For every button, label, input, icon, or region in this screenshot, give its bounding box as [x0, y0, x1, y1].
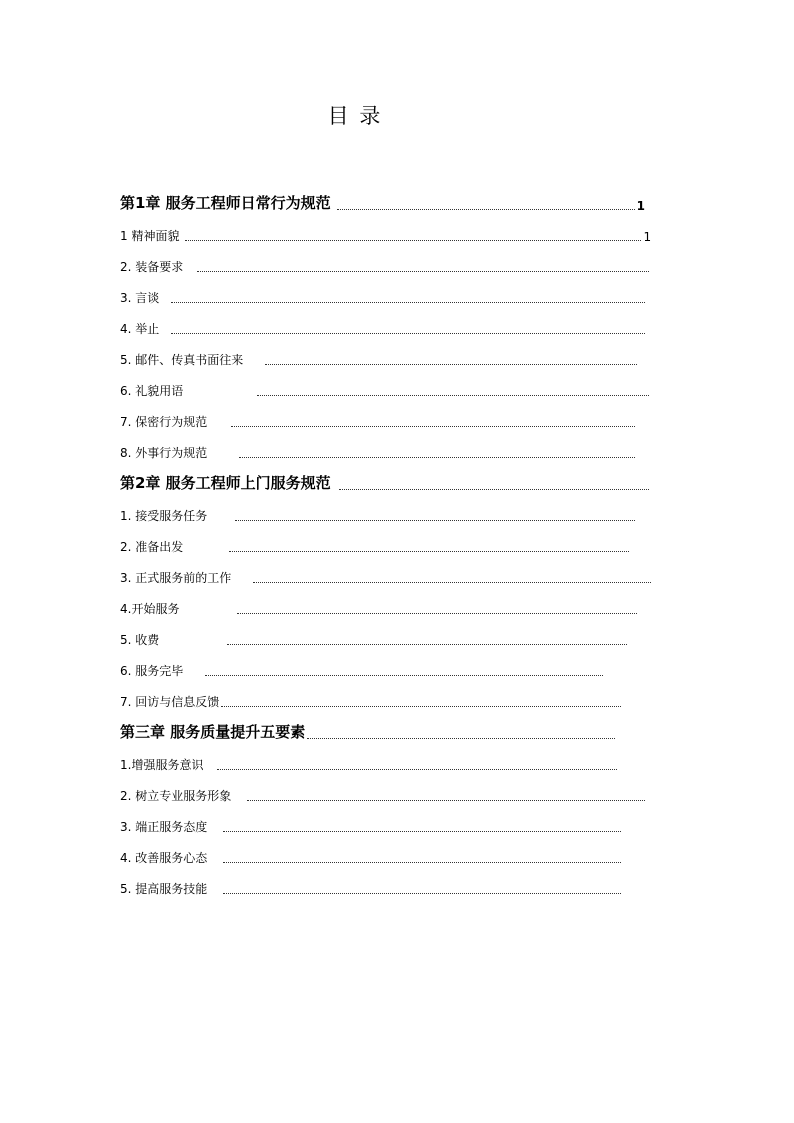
toc-entry[interactable] — [120, 526, 680, 557]
dot-leader — [247, 800, 645, 801]
toc-entry-label: 第2章 服务工程师上门服务规范 — [120, 474, 331, 492]
table-of-contents — [120, 183, 680, 899]
dot-leader — [171, 333, 645, 334]
dot-leader — [229, 551, 629, 552]
toc-entry-label: 第三章 服务质量提升五要素 — [120, 723, 306, 741]
page-title: 目 录 — [327, 104, 383, 128]
toc-entry-label: 4. 改善服务心态 — [120, 851, 208, 865]
dot-leader — [307, 738, 615, 739]
toc-entry[interactable] — [120, 215, 680, 246]
toc-entry[interactable] — [120, 775, 680, 806]
toc-entry[interactable] — [120, 308, 680, 339]
toc-entry[interactable] — [120, 339, 680, 370]
toc-entry-label: 5. 收费 — [120, 633, 160, 647]
toc-entry-label: 2. 树立专业服务形象 — [120, 789, 232, 803]
dot-leader — [197, 271, 649, 272]
toc-entry[interactable] — [120, 495, 680, 526]
toc-entry-label: 4.开始服务 — [120, 602, 180, 616]
dot-leader — [257, 395, 649, 396]
dot-leader — [237, 613, 637, 614]
toc-chapter-2[interactable] — [120, 463, 680, 495]
toc-entry[interactable] — [120, 401, 680, 432]
toc-page-number: 1 — [636, 199, 646, 213]
toc-page-number: 1 — [643, 230, 652, 244]
toc-entry-label: 2. 装备要求 — [120, 260, 184, 274]
dot-leader — [223, 893, 621, 894]
dot-leader — [217, 769, 617, 770]
dot-leader — [239, 457, 635, 458]
toc-entry-label: 5. 邮件、传真书面往来 — [120, 353, 244, 367]
toc-entry[interactable] — [120, 619, 680, 650]
toc-entry[interactable] — [120, 557, 680, 588]
dot-leader — [231, 426, 635, 427]
toc-entry-label: 1. 接受服务任务 — [120, 509, 208, 523]
toc-entry-label: 2. 准备出发 — [120, 540, 184, 554]
toc-entry-label: 1.增强服务意识 — [120, 758, 204, 772]
toc-entry[interactable] — [120, 246, 680, 277]
toc-entry[interactable] — [120, 744, 680, 775]
dot-leader — [235, 520, 635, 521]
toc-entry-label: 4. 举止 — [120, 322, 160, 336]
toc-entry[interactable] — [120, 277, 680, 308]
dot-leader — [339, 489, 649, 490]
toc-entry-label: 7. 保密行为规范 — [120, 415, 208, 429]
toc-entry[interactable] — [120, 837, 680, 868]
toc-entry[interactable] — [120, 432, 680, 463]
toc-entry[interactable] — [120, 806, 680, 837]
toc-entry-label: 5. 提高服务技能 — [120, 882, 208, 896]
dot-leader — [265, 364, 637, 365]
toc-chapter-3[interactable] — [120, 712, 680, 744]
dot-leader — [185, 240, 641, 241]
toc-entry[interactable] — [120, 650, 680, 681]
toc-entry-label: 6. 礼貌用语 — [120, 384, 184, 398]
toc-entry-label: 7. 回访与信息反馈 — [120, 695, 220, 709]
dot-leader — [223, 862, 621, 863]
toc-entry-label: 3. 端正服务态度 — [120, 820, 208, 834]
toc-entry-label: 6. 服务完毕 — [120, 664, 184, 678]
toc-entry-label: 第1章 服务工程师日常行为规范 — [120, 194, 331, 212]
dot-leader — [221, 706, 621, 707]
dot-leader — [205, 675, 603, 676]
dot-leader — [171, 302, 645, 303]
toc-chapter-1[interactable] — [120, 183, 680, 215]
dot-leader — [337, 209, 635, 210]
dot-leader — [227, 644, 627, 645]
toc-entry[interactable] — [120, 370, 680, 401]
toc-entry-label: 8. 外事行为规范 — [120, 446, 208, 460]
toc-entry[interactable] — [120, 681, 680, 712]
toc-entry[interactable] — [120, 868, 680, 899]
dot-leader — [253, 582, 651, 583]
toc-entry-label: 3. 正式服务前的工作 — [120, 571, 232, 585]
dot-leader — [223, 831, 621, 832]
toc-entry[interactable] — [120, 588, 680, 619]
toc-entry-label: 1 精神面貌 — [120, 229, 180, 243]
toc-entry-label: 3. 言谈 — [120, 291, 160, 305]
